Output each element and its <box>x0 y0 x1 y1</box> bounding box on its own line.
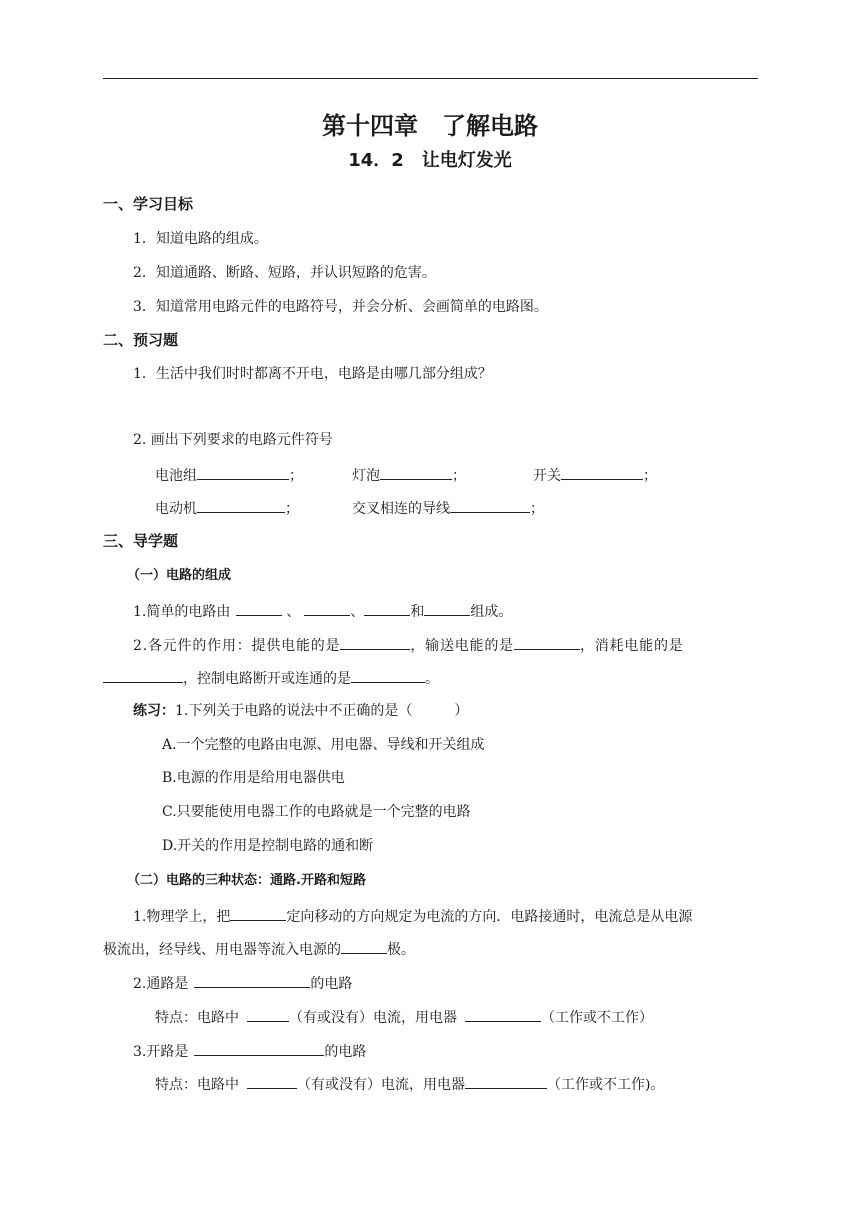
motor-label: 电动机 <box>155 501 197 517</box>
symbol-row-1: 电池组 ； <box>155 464 303 486</box>
charge-blank[interactable] <box>230 905 286 921</box>
exercise-option-c[interactable]: C.只要能使用电器工作的电路就是一个完整的电路 <box>162 804 471 820</box>
pole-blank[interactable] <box>341 938 387 954</box>
switch-role-blank[interactable] <box>351 667 425 683</box>
wires-label: 交叉相连的导线 <box>352 501 450 517</box>
exercise-question: 练习：1.下列关于电路的说法中不正确的是（ ） <box>133 703 469 719</box>
component-blank[interactable] <box>424 600 470 616</box>
closed-circuit-blank[interactable] <box>194 972 310 988</box>
closed-circuit-line: 2.通路是 的电路 <box>133 972 352 994</box>
symbol-bulb: 灯泡 ； <box>352 464 466 486</box>
section-heading-preview: 二、预习题 <box>103 331 179 349</box>
goal-item: 3．知道常用电路元件的电路符号，并会分析、会画简单的电路图。 <box>133 299 548 315</box>
current-yes-no-blank[interactable] <box>247 1073 297 1089</box>
wires-blank[interactable] <box>450 497 530 513</box>
open-circuit-line: 3.开路是 的电路 <box>133 1040 366 1062</box>
device-work-blank[interactable] <box>465 1006 541 1022</box>
component-blank[interactable] <box>364 600 410 616</box>
current-direction-line-2: 极流出，经导线、用电器等流入电源的 极。 <box>103 938 415 960</box>
subsection-heading-states: （二）电路的三种状态：通路.开路和短路 <box>127 873 366 888</box>
device-work-blank[interactable] <box>465 1073 547 1089</box>
exercise-label: 练习： <box>133 703 175 719</box>
open-circuit-feature: 特点：电路中 （有或没有）电流，用电器 （工作或不工作)。 <box>155 1073 664 1095</box>
switch-blank[interactable] <box>561 464 643 480</box>
consumer-blank[interactable] <box>103 667 183 683</box>
exercise-option-a[interactable]: A.一个完整的电路由电源、用电器、导线和开关组成 <box>162 737 485 753</box>
section-heading-goals: 一、学习目标 <box>103 195 194 213</box>
composition-line: 1.简单的电路由 、 、 和 组成。 <box>133 600 512 622</box>
motor-blank[interactable] <box>197 497 285 513</box>
battery-blank[interactable] <box>197 464 289 480</box>
bulb-label: 灯泡 <box>352 468 380 484</box>
open-circuit-blank[interactable] <box>194 1040 324 1056</box>
current-direction-line: 1.物理学上，把 定向移动的方向规定为电流的方向．电路接通时，电流总是从电源 <box>133 905 692 927</box>
current-yes-no-blank[interactable] <box>247 1006 289 1022</box>
preview-question-2: 2. 画出下列要求的电路元件符号 <box>133 432 333 448</box>
wire-role-blank[interactable] <box>514 634 580 650</box>
battery-label: 电池组 <box>155 468 197 484</box>
component-roles-line: 2.各元件的作用：提供电能的是 ，输送电能的是 ，消耗电能的是 <box>133 634 684 656</box>
closed-circuit-feature: 特点：电路中 （有或没有）电流，用电器 （工作或不工作） <box>155 1006 653 1028</box>
subsection-heading-composition: （一）电路的组成 <box>127 568 232 583</box>
exercise-option-d[interactable]: D.开关的作用是控制电路的通和断 <box>162 838 374 854</box>
chapter-title: 第十四章 了解电路 <box>322 112 538 140</box>
component-roles-line-2: ，控制电路断开或连通的是 。 <box>103 667 439 689</box>
source-blank[interactable] <box>340 634 410 650</box>
symbol-wires: 交叉相连的导线 ； <box>352 497 544 519</box>
component-blank[interactable] <box>304 600 350 616</box>
preview-question-1: 1．生活中我们时时都离不开电，电路是由哪几部分组成？ <box>133 366 492 382</box>
section-heading-guide: 三、导学题 <box>103 532 179 550</box>
switch-label: 开关 <box>533 468 561 484</box>
symbol-motor: 电动机 ； <box>155 497 299 519</box>
component-blank[interactable] <box>236 600 282 616</box>
goal-item: 2．知道通路、断路、短路，并认识短路的危害。 <box>133 265 436 281</box>
goal-item: 1．知道电路的组成。 <box>133 231 268 247</box>
bulb-blank[interactable] <box>380 464 452 480</box>
symbol-switch: 开关 ； <box>533 464 657 486</box>
exercise-option-b[interactable]: B.电源的作用是给用电器供电 <box>162 770 345 786</box>
lesson-title: 14．2 让电灯发光 <box>348 150 512 171</box>
header-rule <box>103 78 758 79</box>
